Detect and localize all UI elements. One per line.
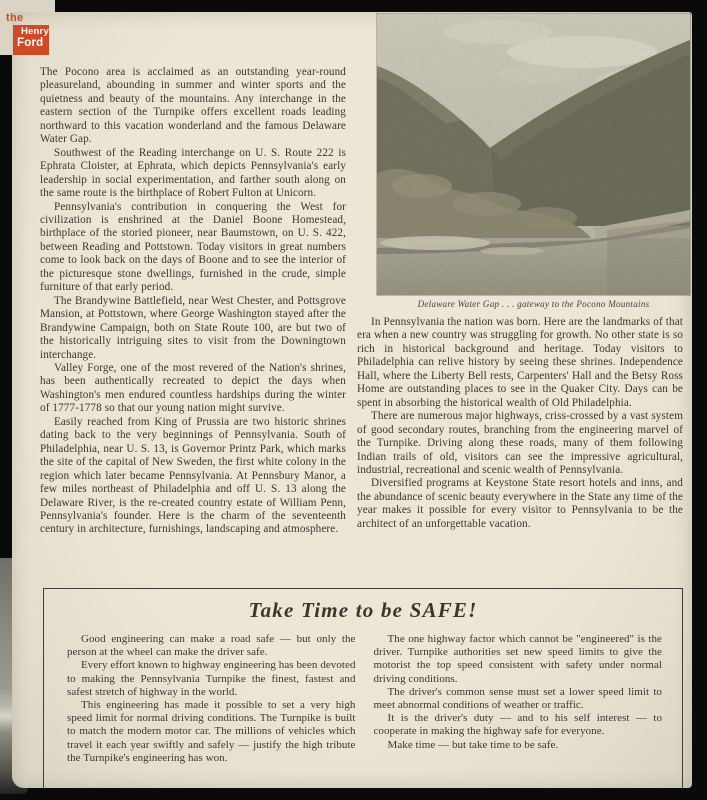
safety-box-columns: [44, 633, 682, 765]
brochure-page: [12, 12, 692, 788]
body-paragraph: The one highway factor which cannot be "engineered" is the driver. Turnpike authorities set new speed limits to give the motorist the top speed consistent with safety under normal driving conditions.: [373, 633, 662, 685]
henry-ford-logo-line1: Henry: [21, 26, 49, 37]
photo-caption: Delaware Water Gap . . . gateway to the Pocono Mountains: [417, 299, 650, 309]
safety-box-title: Take Time to be SAFE!: [248, 598, 478, 622]
right-text-column: [357, 316, 683, 531]
body-paragraph: Diversified programs at Keystone State resort hotels and inns, and the abundance of scenic beauty everywhere in the State any time of the year makes it possible for every visitor to Pennsylvania to be the architect of an unforgettable vacation.: [357, 477, 683, 530]
henry-ford-logo: [5, 13, 49, 55]
landscape-photo-illustration: [377, 14, 690, 295]
body-paragraph: Good engineering can make a road safe — but only the person at the wheel can make the driver safe.: [67, 633, 356, 659]
body-paragraph: The driver's common sense must set a lower speed limit to meet abnormal conditions of weather or traffic.: [373, 685, 662, 712]
body-paragraph: It is the driver's duty — and to his self interest — to cooperate in making the highway safe for everyone.: [373, 712, 662, 738]
body-paragraph: There are numerous major highways, criss-crossed by a vast system of good secondary routes, branching from the engineering marvel of the Turnpike. Driving along these roads, many of them following Indian trails of old, visitors can see the impressive agricultural, industrial, recreational and scenic wealth of Pennsylvania.: [357, 410, 683, 476]
safety-callout-box: [43, 588, 683, 788]
body-paragraph: Valley Forge, one of the most revered of the Nation's shrines, has been authentically recreated to depict the days when Washington's men endured countless hardships during the winter of 1777-1778 so that our young nation might survive.: [40, 361, 346, 415]
safety-box-right-column: [374, 633, 663, 765]
henry-ford-logo-line2: Ford: [17, 37, 44, 49]
body-paragraph: Pennsylvania's contribution in conquering the West for civilization is enshrined at the Daniel Boone Homestead, birthplace of the storied pioneer, near Baumstown, on U. S. 422, between Reading and Pottstown. Today visitors in great numbers come to look back on the days of Boone and to see the interior of the picturesque stone dwellings, furnished in the crude, simple furniture of that early period.: [40, 200, 346, 294]
body-paragraph: The Brandywine Battlefield, near West Chester, and Pottsgrove Mansion, at Pottstown, where George Washington stayed after the Brandywine Campaign, both on State Route 100, are but two of the historically intriguing sites to visit from the Downingtown interchange.: [40, 294, 346, 361]
henry-ford-logo-box: [13, 25, 49, 55]
delaware-water-gap-photo: [377, 14, 690, 295]
body-paragraph: Easily reached from King of Prussia are two historic shrines dating back to the very beginnings of Pennsylvania. South of Philadelphia, near U. S. 13, is Governor Printz Park, which marks the site of the capital of New Sweden, the first white colony in the region which later became Pennsylvania. At Pennsbury Manor, a few miles northeast of Philadelphia and off U. S. 13 along the Delaware River, is the re-created country estate of William Penn, Pennsylvania's founder. Here is the charm of the seventeenth century in architecture, furnishings, landscaping and atmosphere.: [40, 415, 346, 536]
safety-box-left-column: [67, 633, 356, 765]
body-paragraph: In Pennsylvania the nation was born. Here are the landmarks of that era when a new country was struggling for growth. No other state is so rich in historical background and heritage. Today visitors to Philadelphia can relive history by seeing these shrines. Independence Hall, where the Liberty Bell rests, Carpenters' Hall and the Betsy Ross Home are outstanding places to see in the Quaker City. Days can be spent in absorbing the historical wealth of Old Philadelphia.: [357, 316, 683, 409]
body-paragraph: Southwest of the Reading interchange on U. S. Route 222 is Ephrata Cloister, at Ephrata, which depicts Pennsylvania's early leadership in social experimentation, and farther south along on the same route is the birthplace of Robert Fulton at Unicorn.: [40, 146, 346, 200]
body-paragraph: This engineering has made it possible to set a very high speed limit for normal driving conditions. The Turnpike is built to match the modern motor car. The millions of vehicles which travel it each year swiftly and safely — justify the high tribute the Turnpike's engineering has won.: [67, 699, 356, 764]
body-paragraph: Every effort known to highway engineering has been devoted to making the Pennsylvania Turnpike the finest, fastest and safest stretch of highway in the world.: [67, 659, 356, 698]
left-text-column: [40, 66, 346, 537]
body-paragraph: The Pocono area is acclaimed as an outstanding year-round pleasureland, abounding in summer and winter sports and the quietness and beauty of the mountains. Any interchange in the eastern section of the Turnpike offers excellent roads leading northward to this vacation wonderland and the famous Delaware Water Gap.: [40, 66, 346, 146]
body-paragraph: Make time — but take time to be safe.: [387, 738, 559, 751]
henry-ford-logo-the: the: [6, 12, 24, 24]
